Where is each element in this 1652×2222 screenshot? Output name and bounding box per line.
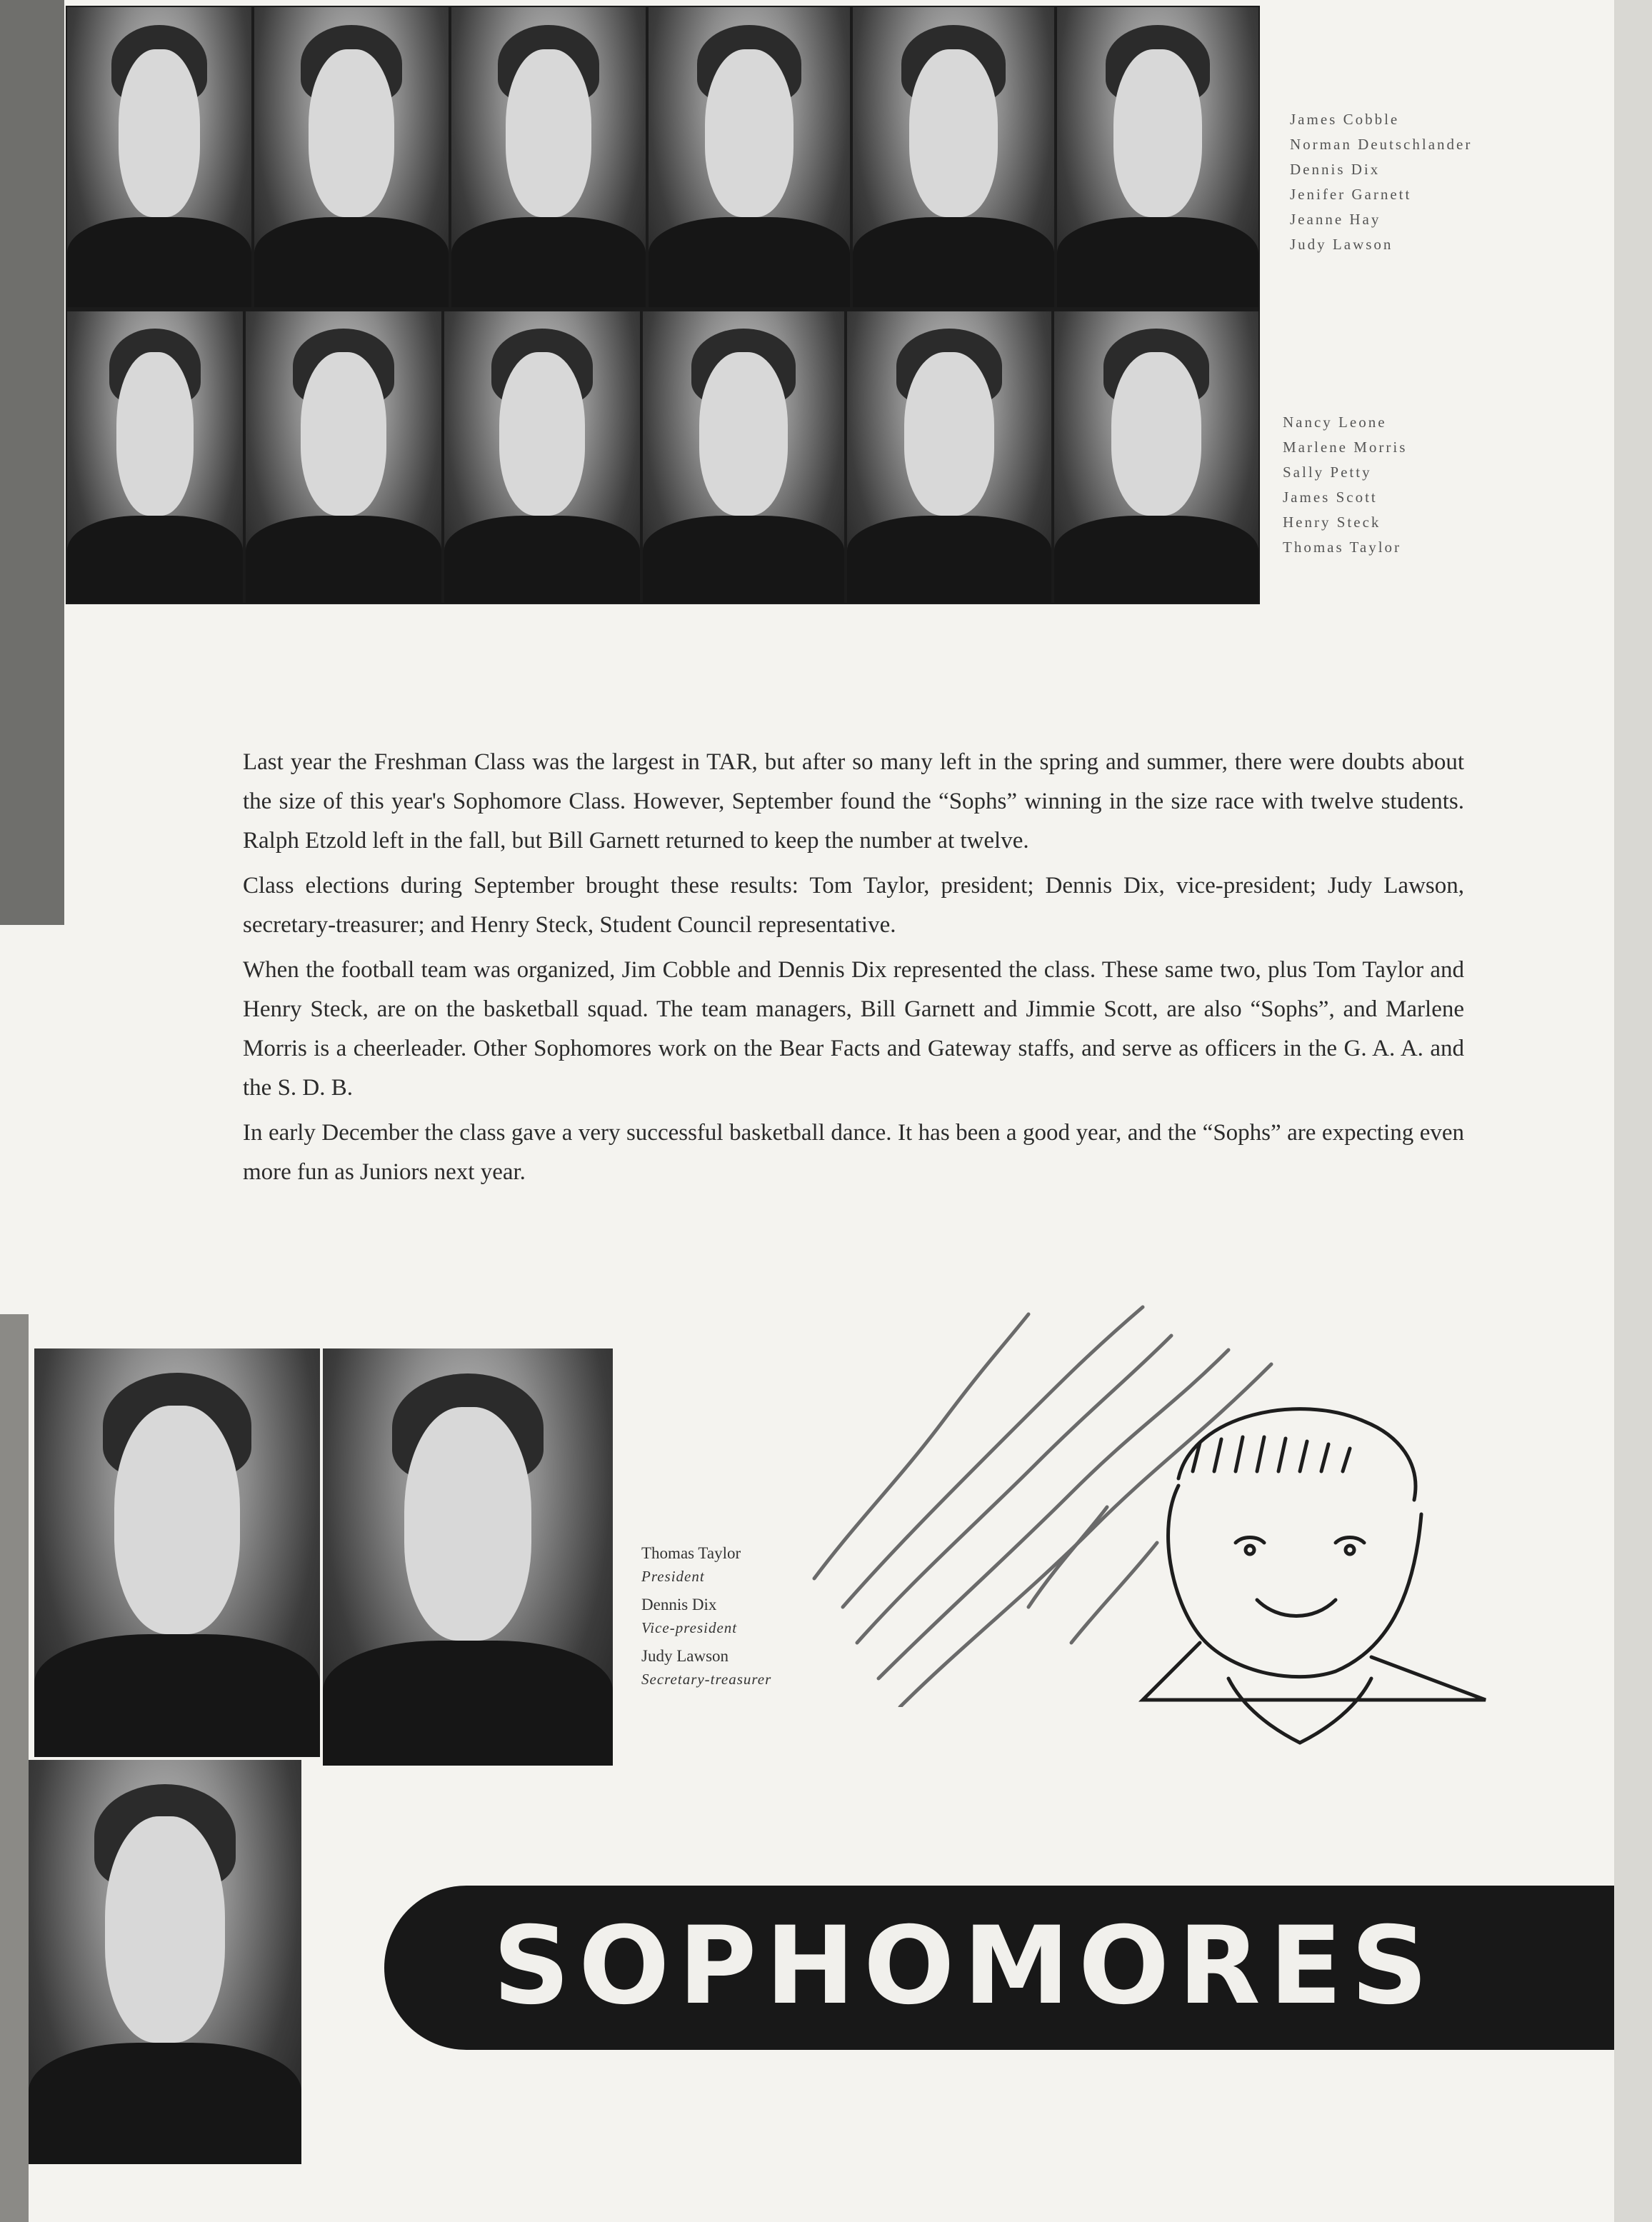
name-label: Sally Petty	[1283, 464, 1372, 481]
portrait-photo	[847, 311, 1051, 603]
portrait-photo	[67, 7, 251, 307]
page-right-edge	[1614, 0, 1652, 2222]
cartoon-face-drawing	[1086, 1371, 1528, 1771]
section-banner-title: SOPHOMORES	[493, 1904, 1437, 2028]
officer-name: Thomas Taylor	[641, 1544, 741, 1562]
portrait-photo	[67, 311, 243, 603]
name-label: James Cobble	[1290, 111, 1400, 128]
name-label: Norman Deutschlander	[1290, 136, 1473, 153]
top-row-names	[1290, 107, 1472, 257]
class-history-text	[243, 743, 1464, 1198]
paragraph: When the football team was organized, Jim Cobble and Dennis Dix represented the class. These same two, plus Tom Taylor and Henry Steck, are on the basketball squad. The team managers, Bill Garnett and Jimmie Scott, are also “Sophs”, and Marlene Morris is a cheerleader. Other Sophomores work on the Bear Facts and Gateway staffs, and serve as officers in the G. A. A. and the S. D. B.	[243, 957, 1464, 1101]
portrait-photo	[853, 7, 1054, 307]
name-label: Nancy Leone	[1283, 414, 1387, 431]
officer-portrait-president	[34, 1348, 320, 1757]
name-label: Judy Lawson	[1290, 236, 1393, 253]
name-label: Marlene Morris	[1283, 439, 1408, 456]
officer-name: Judy Lawson	[641, 1647, 729, 1665]
portrait-photo	[649, 7, 850, 307]
name-label: Thomas Taylor	[1283, 539, 1402, 556]
officer-captions	[641, 1541, 771, 1691]
name-label: Henry Steck	[1283, 514, 1381, 531]
portrait-photo	[254, 7, 449, 307]
portrait-photo	[643, 311, 844, 603]
page-binding-edge-lower	[0, 1314, 29, 2222]
paragraph: Class elections during September brought these results: Tom Taylor, president; Dennis Dix, vice-president; Judy Lawson, secretary-treasurer; and Henry Steck, Student Council representative.	[243, 873, 1464, 938]
portrait-photo	[1054, 311, 1258, 603]
portrait-photo	[444, 311, 640, 603]
portrait-photo	[246, 311, 441, 603]
name-label: Dennis Dix	[1290, 161, 1381, 178]
name-label: James Scott	[1283, 489, 1378, 506]
portrait-photo	[451, 7, 646, 307]
top-photo-grid	[66, 6, 1260, 604]
name-label: Jenifer Garnett	[1290, 186, 1412, 203]
paragraph: In early December the class gave a very successful basketball dance. It has been a good year, and the “Sophs” are expecting even more fun as Juniors next year.	[243, 1120, 1464, 1185]
portrait-photo	[1057, 7, 1258, 307]
officer-role: Vice-president	[641, 1619, 738, 1636]
officer-role: Secretary-treasurer	[641, 1671, 772, 1688]
officer-portrait-vice-president	[323, 1348, 613, 1766]
officer-portrait-secretary-treasurer	[29, 1760, 301, 2164]
paragraph: Last year the Freshman Class was the largest in TAR, but after so many left in the spring and summer, there were doubts about the size of this year's Sophomore Class. However, September found the “Sophs” winning in the size race with twelve students. Ralph Etzold left in the fall, but Bill Garnett returned to keep the number at twelve.	[243, 749, 1464, 854]
page-binding-edge	[0, 0, 64, 925]
officer-role: President	[641, 1568, 705, 1585]
bottom-row-names	[1283, 410, 1407, 560]
name-label: Jeanne Hay	[1290, 211, 1381, 228]
officer-name: Dennis Dix	[641, 1596, 717, 1613]
